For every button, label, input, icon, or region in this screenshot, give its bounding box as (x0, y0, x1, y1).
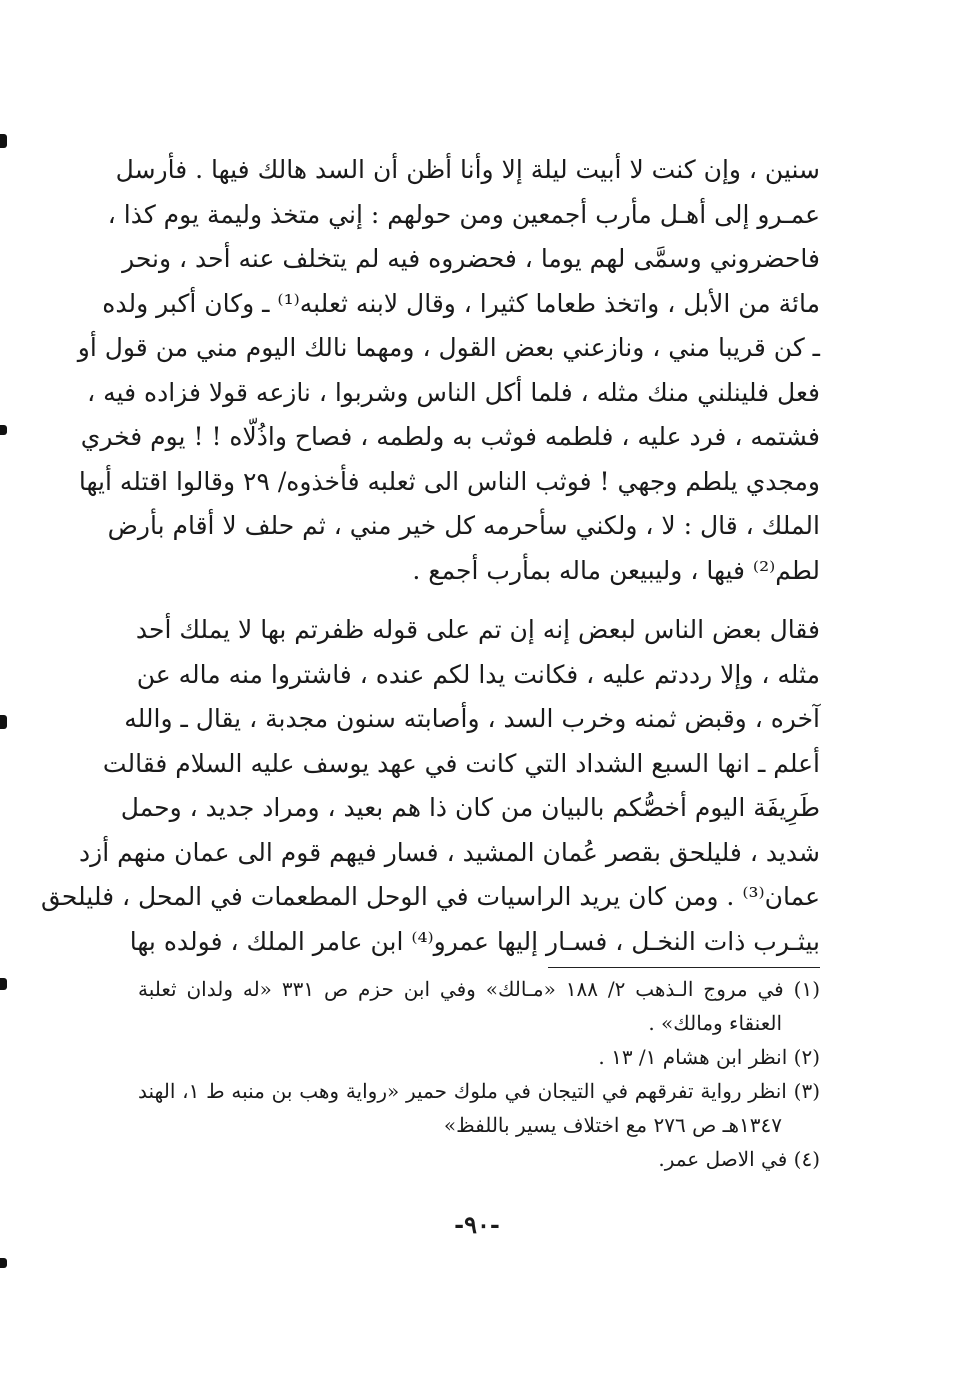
scan-margin-mark (0, 715, 7, 729)
text-line: عمـرو إلى أهـل مأرب أجمعين ومن حولهم : إني متخذ وليمة يوم كذا ، (107, 199, 820, 229)
text-line: بيثـرب ذات النخـل ، فسـار إليها عمرو⁽⁴⁾ ابن عامر الملك ، فولده بها (129, 926, 820, 956)
text-line: فاحضروني وسمَّى لهم يوما ، فحضروه فيه لم يتخلف عنه أحد ، ونحر (122, 244, 820, 273)
text-line: سنين ، وإن كنت لا أبيت ليلة إلا وأنا أظن أن السد هالك فيها . فأرسل (115, 155, 820, 184)
footnote-2: (٢) انظر ابن هشام ١/ ١٣ . (598, 1045, 820, 1069)
footnotes (138, 972, 820, 1176)
text-line: الملك ، قال : لا ، ولكني سأحرمه كل خير مني ، ثم حلف لا أقام بأرض (107, 511, 820, 540)
text-line: فعل فلينلني منك مثله ، فلما أكل الناس وشربوا ، نازعه قولا فزاده فيه ، (87, 377, 820, 407)
text-line: ومجدي يلطم وجهي ! فوثب الناس الى ثعلبه فأخذوه/ ٢٩ وقالوا اقتله أيها (78, 466, 820, 496)
text-line: لطم⁽²⁾ فيها ، وليبيعن ماله بمأرب أجمع . (412, 555, 820, 585)
scan-margin-mark (0, 425, 7, 435)
text-line: مائة من الأبل ، واتخذ طعاما كثيرا ، وقال لابنه ثعلبه⁽¹⁾ ـ وكان أكبر ولده (102, 288, 820, 318)
scan-margin-mark (0, 978, 7, 990)
text-line: شديد ، فليلحق بقصر عُمان المشيد ، فسار فيهم قوم الى عمان منهم أزد (79, 837, 820, 867)
paragraph-2 (41, 608, 820, 964)
footnote-1-line-2: العنقاء ومالك» . (648, 1011, 782, 1035)
text-line: فشتمه ، فرد عليه ، فلطمه فوثب به ولطمه ، فصاح واذُلّاه ! ! يوم فخري (80, 422, 820, 451)
text-line: فقال بعض الناس لبعض إنه إن تم على قوله ظفرتم بها لا يملك أحد (135, 615, 820, 644)
footnote-3-line-2: ١٣٤٧هـ ص ٢٧٦ مع اختلاف يسير باللفظ» (443, 1113, 782, 1137)
text-line: طَرِيفَة اليوم أخصُّكم بالبيان من كان ذا هم بعيد ، ومراد جديد ، وحمل (120, 793, 820, 822)
paragraph-1 (77, 148, 820, 593)
text-line: أعلم ـ انها السبع الشداد التي كانت في عهد يوسف عليه السلام فقالت (102, 748, 820, 778)
scan-margin-mark (0, 1258, 7, 1268)
footnote-4: (٤) في الاصل عمر. (658, 1147, 820, 1171)
text-line: مثله ، وإلا رددتم عليه ، فكانت يدا لكم عنده ، فاشتروا منه ماله عن (136, 659, 820, 689)
footnote-separator (548, 967, 820, 968)
page-number: -٩٠- (454, 1210, 500, 1239)
footnote-3-line-1: (٣) انظر رواية تفرقهم في التيجان في ملوك حمير «رواية وهب بن منبه ط ١، الهند (138, 1079, 820, 1103)
text-line: آخره ، وقبض ثمنه وخرب السد ، وأصابته سنون مجدبة ، يقال ـ والله (124, 704, 820, 733)
text-line: عمان⁽³⁾ . ومن كان يريد الراسيات في الوحل المطعمات في المحل ، فليلحق (41, 882, 820, 911)
scan-margin-mark (0, 134, 7, 148)
text-line: ـ كن قريبا مني ، ونازعني بعض القول ، ومهما نالك اليوم مني من قول أو (77, 333, 820, 362)
footnote-1-line-1: (١) في مروج الـذهب ٢/ ١٨٨ «مـالك» وفي ابن حزم ص ٣٣١ «له ولدان ثعلبة (138, 977, 820, 1001)
